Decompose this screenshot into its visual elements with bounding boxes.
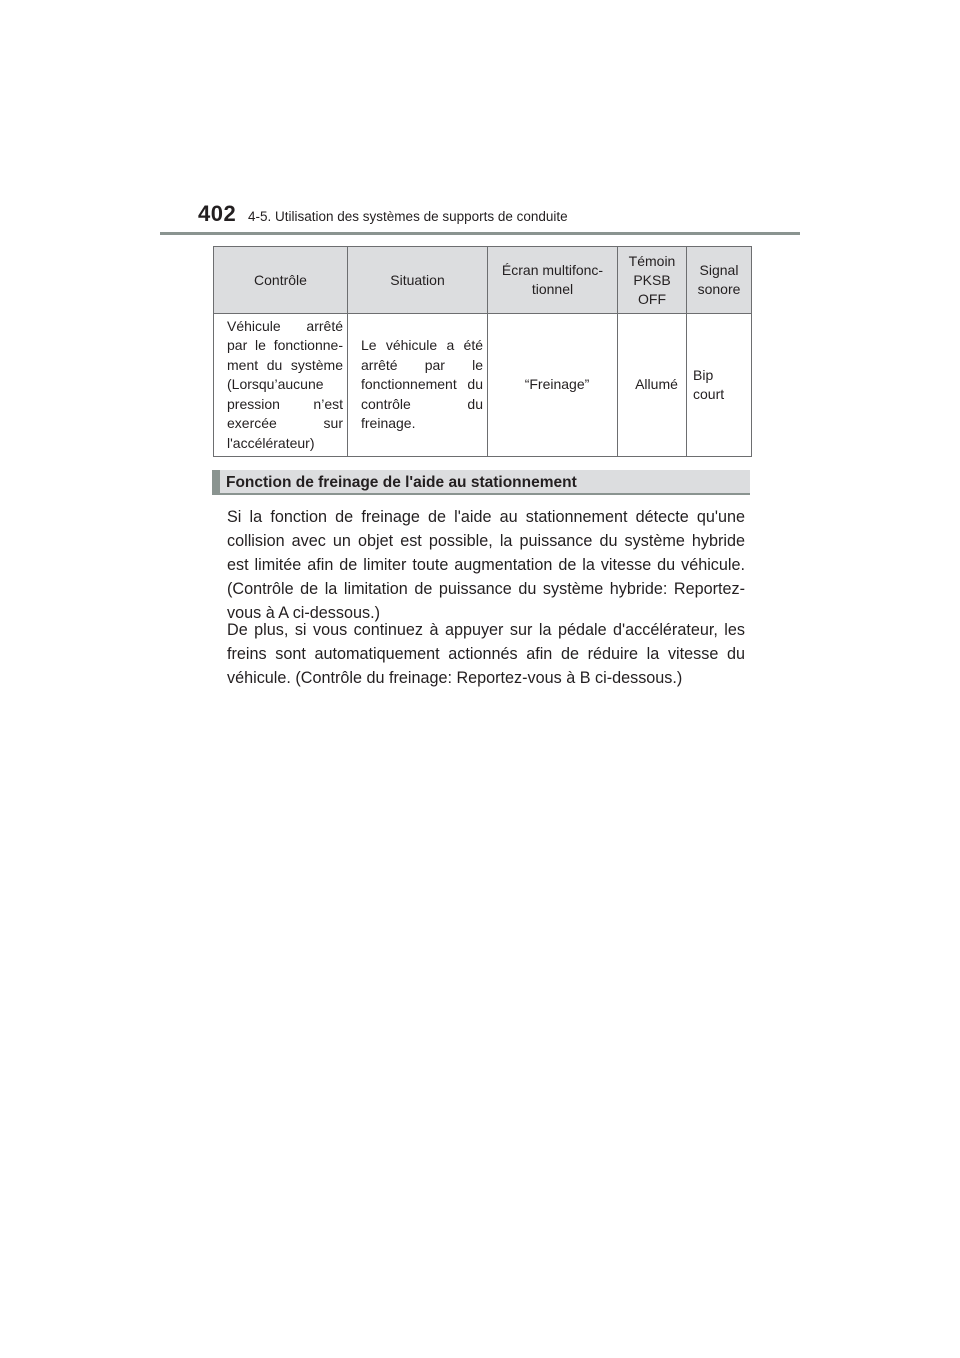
cell-control: Véhicule arrêté par le fonctionne-ment du système (Lorsqu’aucune pression n’est exercée sur l'accélérateur) [214, 314, 348, 457]
column-header-display: Écran multifonc- tionnel [488, 247, 618, 314]
control-table [213, 246, 752, 457]
cell-buzzer: Bip court [687, 314, 752, 457]
section-title: 4-5. Utilisation des systèmes de supports de conduite [248, 209, 568, 224]
cell-display: “Freinage” [488, 314, 618, 457]
subsection-heading [212, 470, 750, 495]
table-row [214, 314, 752, 457]
cell-indicator: Allumé [618, 314, 687, 457]
column-header-control: Contrôle [214, 247, 348, 314]
table-header-row [214, 247, 752, 314]
subsection-title: Fonction de freinage de l'aide au stationnement [226, 474, 577, 491]
column-header-situation: Situation [348, 247, 488, 314]
paragraph-2: De plus, si vous continuez à appuyer sur la pédale d'accélérateur, les freins sont automatiquement actionnés afin de réduire la vitesse du véhicule. (Contrôle du freinage: Reportez-vous à B ci-dessous.) [227, 621, 745, 687]
header-rule [160, 232, 800, 235]
column-header-indicator: Témoin PKSB OFF [618, 247, 687, 314]
column-header-buzzer: Signal sonore [687, 247, 752, 314]
page-number: 402 [198, 201, 237, 226]
paragraph-1: Si la fonction de freinage de l'aide au stationnement détecte qu'une collision avec un objet est possible, la puissance du système hybride est limitée afin de limiter toute augmentation de la vitesse du véhicule. (Contrôle de la limitation de puissance du système hybride: Reportez-vous à A ci-dessous.) [227, 508, 745, 622]
cell-situation: Le véhicule a été arrêté par le fonctionnement du contrôle du freinage. [348, 314, 488, 457]
